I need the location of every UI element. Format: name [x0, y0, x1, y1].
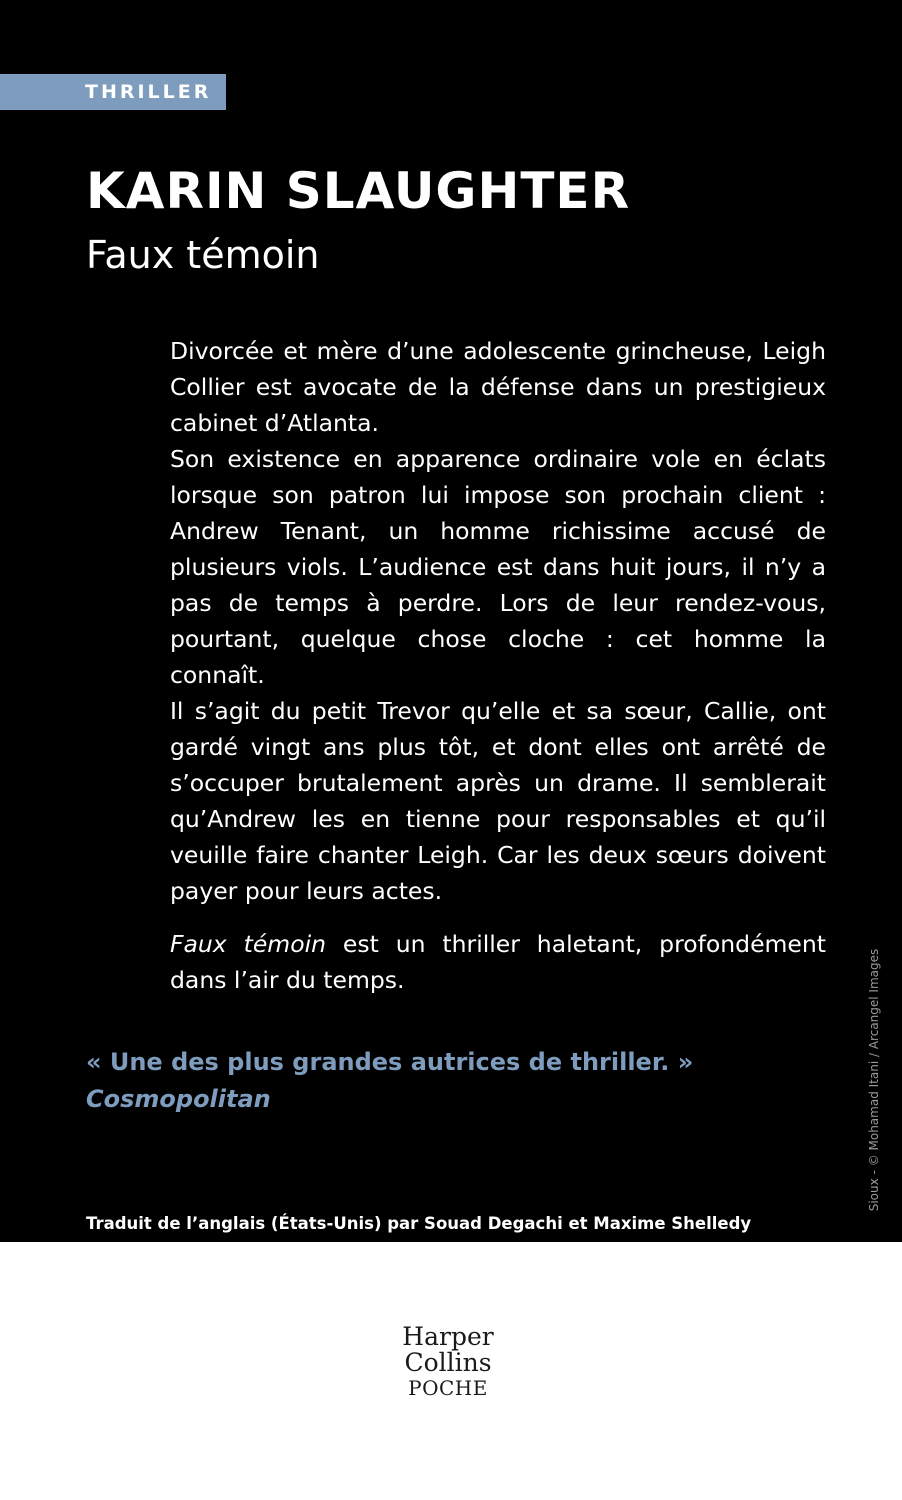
tagline-text: est un thriller haletant, profondément dans l’air du temps.: [170, 930, 826, 994]
publisher-logo-line: Harper: [402, 1322, 494, 1351]
photo-credit: Sioux - © Mohamad Itani / Arcangel Images: [867, 948, 881, 1212]
quote-text: « Une des plus grandes autrices de thriller. »: [86, 1048, 694, 1076]
book-title: Faux témoin: [86, 233, 320, 277]
genre-badge: THRILLER: [0, 74, 226, 110]
tagline-book-title: Faux témoin: [170, 930, 326, 958]
synopsis: [170, 333, 826, 998]
synopsis-tagline: [170, 926, 826, 998]
publisher-logo: [380, 1324, 516, 1400]
synopsis-paragraph: Divorcée et mère d’une adolescente grincheuse, Leigh Collier est avocate de la défense dans un prestigieux cabinet d’Atlanta.: [170, 337, 826, 437]
synopsis-paragraph: Son existence en apparence ordinaire vole en éclats lorsque son patron lui impose son prochain client : Andrew Tenant, un homme richissime accusé de plusieurs viols. L’audience est dans huit jours, il n’y a pas de temps à perdre. Lors de leur rendez-vous, pourtant, quelque chose cloche : cet homme la connaît.: [170, 445, 826, 689]
author-name: KARIN SLAUGHTER: [86, 162, 631, 220]
synopsis-paragraph: Il s’agit du petit Trevor qu’elle et sa sœur, Callie, ont gardé vingt ans plus tôt, et dont elles ont arrêté de s’occuper brutalement après un drame. Il semblerait qu’Andrew les en tienne pour responsables et qu’il veuille faire chanter Leigh. Car les deux sœurs doivent payer pour leurs actes.: [170, 697, 826, 905]
press-quote: [86, 1044, 693, 1118]
quote-source: Cosmopolitan: [86, 1085, 271, 1113]
publisher-logo-line: POCHE: [408, 1376, 488, 1400]
publisher-logo-line: Collins: [404, 1348, 492, 1377]
translator-note: Traduit de l’anglais (États-Unis) par Souad Degachi et Maxime Shelledy: [86, 1214, 752, 1233]
